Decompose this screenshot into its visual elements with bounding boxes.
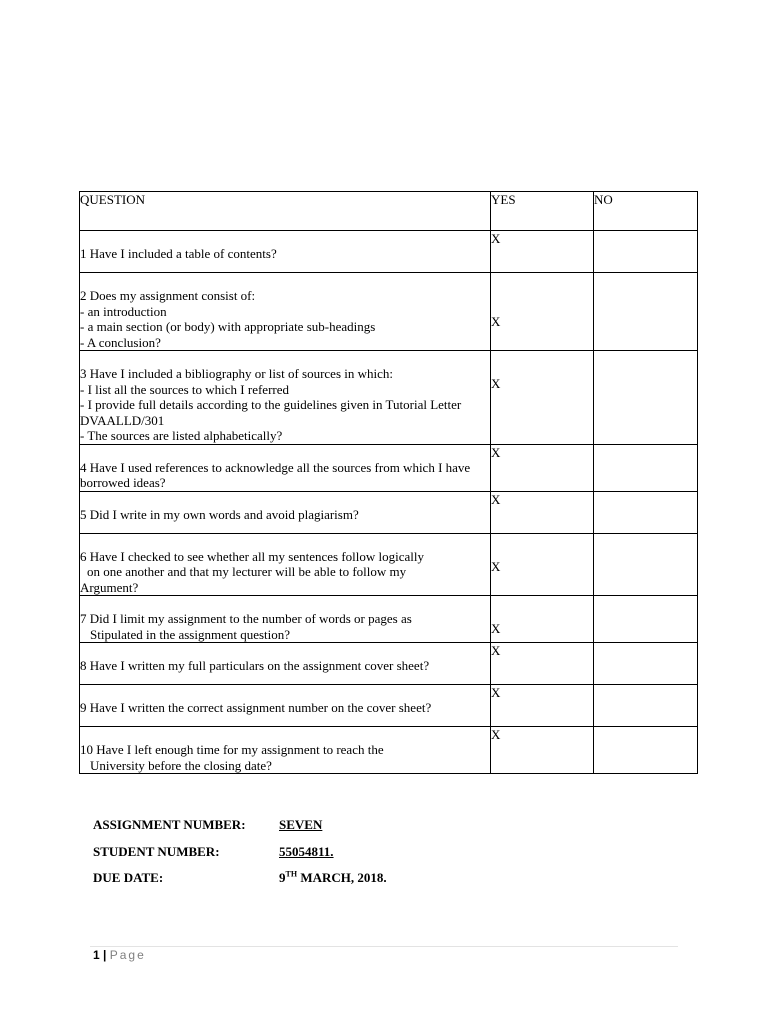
yes-cell: X	[491, 643, 594, 685]
page-number: 1	[93, 948, 100, 962]
header-yes: YES	[491, 192, 594, 231]
question-cell	[80, 273, 491, 351]
table-row	[80, 533, 698, 596]
assignment-checklist-table	[79, 191, 698, 774]
yes-cell: X	[491, 491, 594, 533]
question-text: 6 Have I checked to see whether all my sentences follow logically	[80, 548, 425, 564]
due-date-label: DUE DATE:	[93, 870, 164, 885]
question-text: 5 Did I write in my own words and avoid plagiarism?	[80, 506, 359, 522]
question-text: - A conclusion?	[80, 334, 161, 350]
question-text: - I list all the sources to which I referred	[80, 381, 290, 397]
no-cell	[594, 351, 698, 445]
question-text: 7 Did I limit my assignment to the number of words or pages as	[80, 611, 412, 626]
question-text: 9 Have I written the correct assignment number on the cover sheet?	[80, 700, 432, 715]
question-cell	[80, 491, 491, 533]
yes-cell: X	[491, 596, 594, 643]
question-text: 1 Have I included a table of contents?	[80, 246, 277, 261]
no-cell	[594, 533, 698, 596]
table-row	[80, 231, 698, 273]
question-cell	[80, 727, 491, 774]
no-cell	[594, 685, 698, 727]
question-text: 3 Have I included a bibliography or list of sources in which:	[80, 366, 394, 381]
yes-cell: X	[491, 231, 594, 273]
no-cell	[594, 273, 698, 351]
question-cell	[80, 444, 491, 491]
table-row	[80, 273, 698, 351]
table-header-row	[80, 192, 698, 231]
yes-cell: X	[491, 533, 594, 596]
due-date-value	[279, 870, 387, 886]
table-row	[80, 643, 698, 685]
question-text: University before the closing date?	[90, 757, 272, 773]
no-cell	[594, 491, 698, 533]
no-cell	[594, 231, 698, 273]
question-text: Stipulated in the assignment question?	[90, 626, 291, 642]
no-cell	[594, 596, 698, 643]
due-date-rest: MARCH, 2018.	[297, 870, 387, 885]
question-cell	[80, 351, 491, 445]
question-cell	[80, 596, 491, 643]
question-text: 2 Does my assignment consist of:	[80, 288, 256, 303]
question-text: Argument?	[80, 579, 139, 595]
table-row	[80, 596, 698, 643]
question-cell	[80, 231, 491, 273]
question-cell	[80, 685, 491, 727]
yes-cell: X	[491, 727, 594, 774]
yes-cell: X	[491, 351, 594, 445]
student-number-value: 55054811.	[279, 844, 334, 859]
due-date-ordinal: TH	[285, 869, 298, 879]
page-footer	[93, 948, 146, 962]
question-text: - The sources are listed alphabetically?	[80, 428, 283, 443]
question-text: 10 Have I left enough time for my assignment to reach the	[80, 742, 384, 757]
question-text: 8 Have I written my full particulars on the assignment cover sheet?	[80, 658, 430, 673]
due-date-day: 9	[279, 870, 286, 885]
yes-cell: X	[491, 273, 594, 351]
question-text: - a main section (or body) with appropriate sub-headings	[80, 319, 376, 334]
yes-cell: X	[491, 444, 594, 491]
no-cell	[594, 727, 698, 774]
question-text: - I provide full details according to the guidelines given in Tutorial Letter DVAALLD/301	[80, 397, 462, 428]
question-cell	[80, 643, 491, 685]
yes-cell: X	[491, 685, 594, 727]
question-text: on one another and that my lecturer will be able to follow my	[87, 564, 407, 579]
question-text: - an introduction	[80, 303, 167, 319]
table-row	[80, 444, 698, 491]
assignment-number-value: SEVEN	[279, 817, 323, 832]
table-row	[80, 727, 698, 774]
header-question: QUESTION	[80, 192, 491, 231]
question-cell	[80, 533, 491, 596]
student-number-label: STUDENT NUMBER:	[93, 844, 220, 859]
footer-separator: |	[99, 948, 110, 962]
question-text: 4 Have I used references to acknowledge all the sources from which I have borrowed ideas?	[80, 459, 471, 490]
header-no: NO	[594, 192, 698, 231]
no-cell	[594, 444, 698, 491]
page-word: Page	[109, 948, 146, 962]
assignment-number-label: ASSIGNMENT NUMBER:	[93, 817, 246, 832]
no-cell	[594, 643, 698, 685]
footer-divider	[90, 946, 678, 947]
table-row	[80, 685, 698, 727]
table-row	[80, 351, 698, 445]
table-row	[80, 491, 698, 533]
